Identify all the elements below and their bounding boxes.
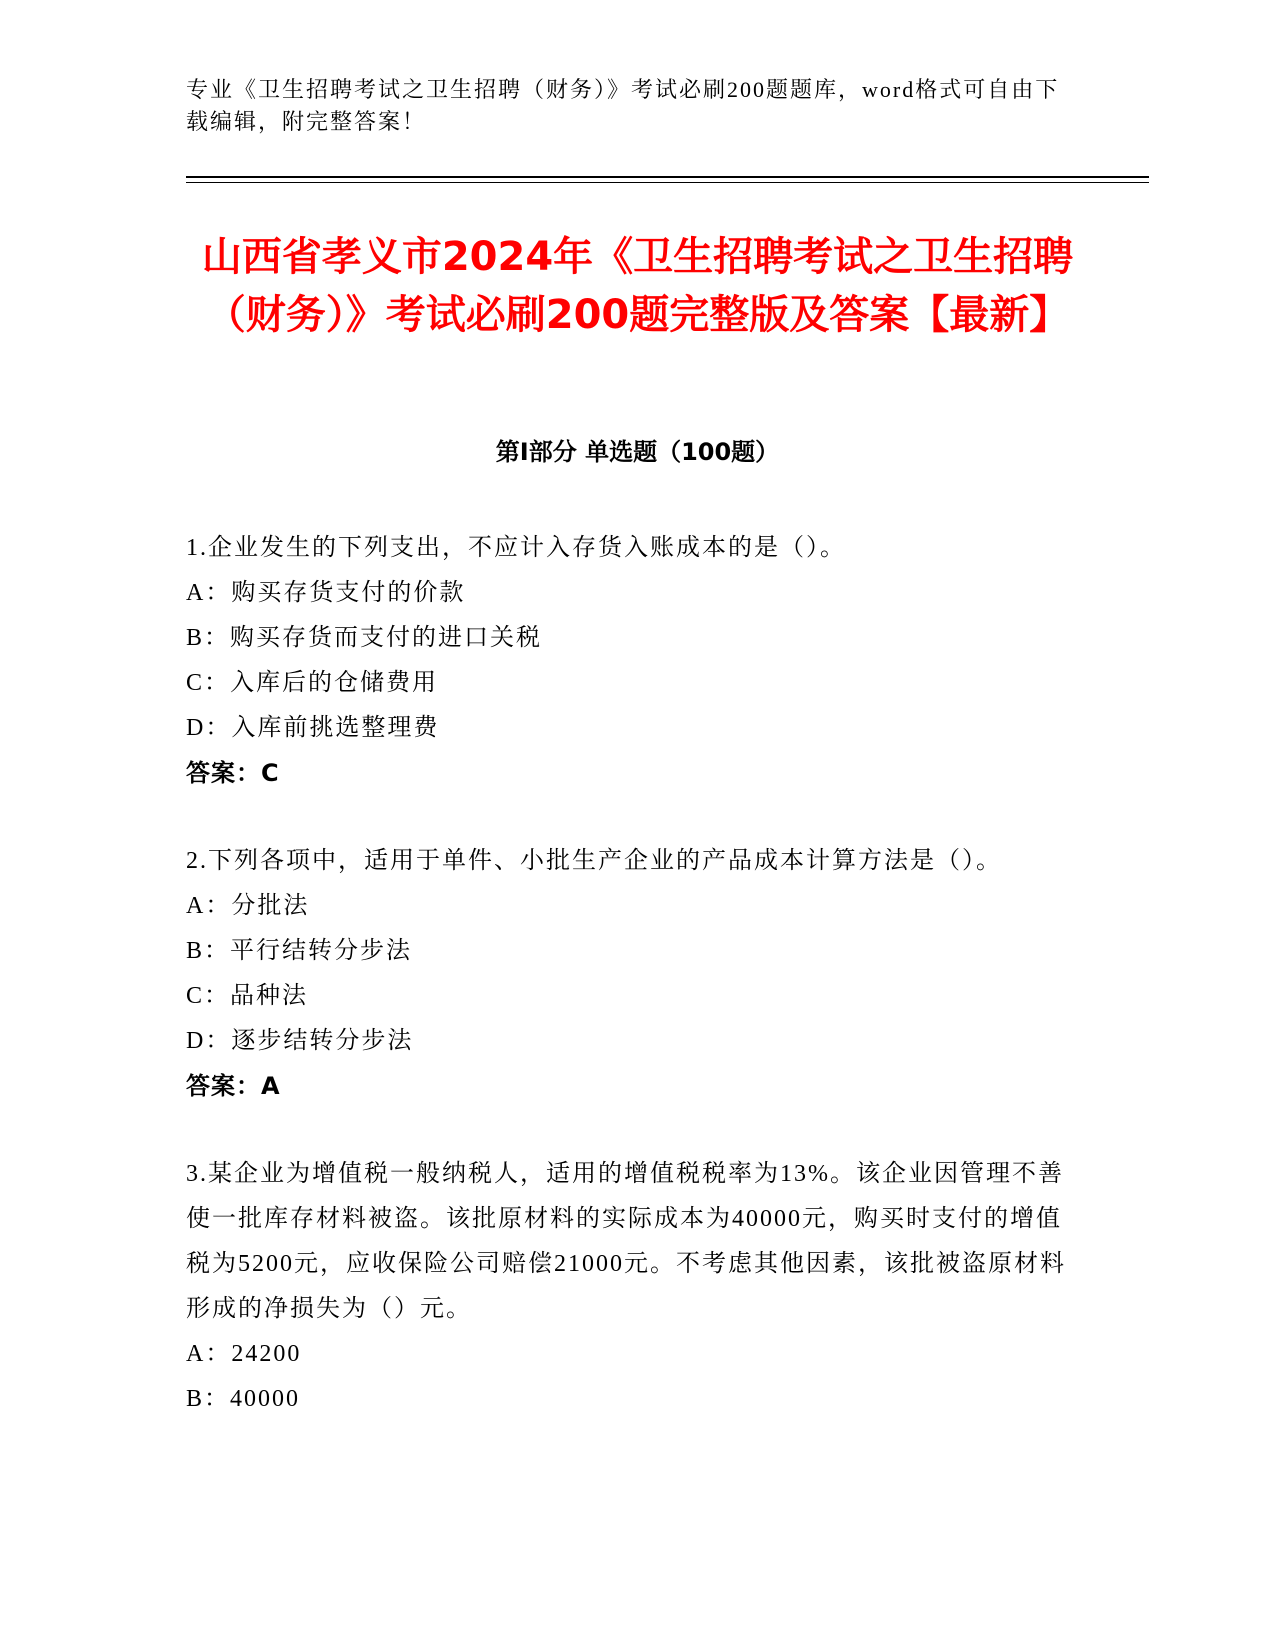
question-2 [186, 839, 1076, 1109]
option-b: B：平行结转分步法 [186, 938, 413, 964]
question-1 [186, 526, 1076, 796]
question-3 [186, 1152, 1076, 1422]
option-b: B：40000 [186, 1386, 301, 1412]
header-divider-thin [186, 182, 1149, 183]
option-c: C：入库后的仓储费用 [186, 670, 439, 696]
question-text: 1.企业发生的下列支出，不应计入存货入账成本的是（）。 [186, 535, 846, 561]
header-note: 专业《卫生招聘考试之卫生招聘（财务）》考试必刷200题题库，word格式可自由下载编辑，附完整答案！ [186, 77, 1060, 134]
answer-line: 答案：C [186, 759, 280, 787]
option-d: D：逐步结转分步法 [186, 1028, 414, 1054]
option-c: C：品种法 [186, 983, 309, 1009]
section-title: 第I部分 单选题（100题） [495, 438, 780, 466]
document-title: 山西省孝义市2024年《卫生招聘考试之卫生招聘（财务）》考试必刷200题完整版及答案【最新】 [201, 234, 1074, 338]
question-list [186, 526, 1076, 1465]
option-a: A：分批法 [186, 893, 310, 919]
question-text: 3.某企业为增值税一般纳税人，适用的增值税税率为13%。该企业因管理不善使一批库存材料被盗。该批原材料的实际成本为40000元，购买时支付的增值税为5200元，应收保险公司赔偿21000元。不考虑其他因素，该批被盗原材料形成的净损失为（）元。 [186, 1161, 1066, 1322]
option-d: D：入库前挑选整理费 [186, 715, 440, 741]
header-divider [186, 176, 1149, 178]
question-text: 2.下列各项中，适用于单件、小批生产企业的产品成本计算方法是（）。 [186, 848, 1002, 874]
option-a: A：24200 [186, 1341, 302, 1367]
answer-line: 答案：A [186, 1072, 281, 1100]
option-b: B：购买存货而支付的进口关税 [186, 625, 543, 651]
option-a: A：购买存货支付的价款 [186, 580, 466, 606]
